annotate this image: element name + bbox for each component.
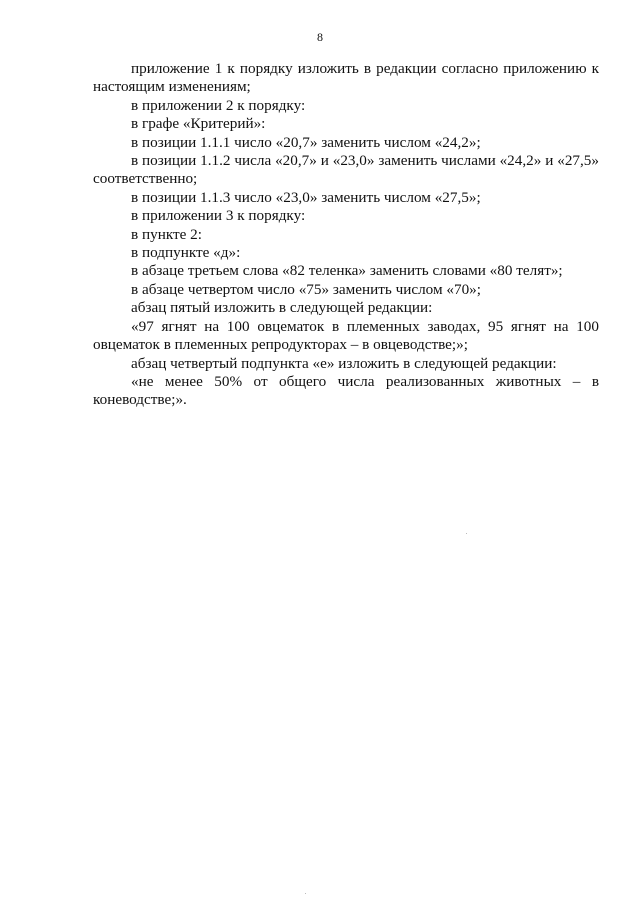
paragraph: абзац четвертый подпункта «е» изложить в следующей редакции: <box>131 354 557 372</box>
paragraph: в позиции 1.1.3 число «23,0» заменить числом «27,5»; <box>131 188 481 206</box>
scan-speck <box>466 533 467 534</box>
paragraph: в позиции 1.1.2 числа «20,7» и «23,0» заменить числами «24,2» и «27,5» соответственно; <box>93 152 599 188</box>
paragraph: в пункте 2: <box>131 225 202 243</box>
paragraph: приложение 1 к порядку изложить в редакции согласно приложению к настоящим изменениям; <box>93 60 599 96</box>
document-body <box>93 60 599 410</box>
paragraph: в абзаце четвертом число «75» заменить числом «70»; <box>131 280 481 298</box>
paragraph: «97 ягнят на 100 овцематок в племенных заводах, 95 ягнят на 100 овцематок в племенных репродукторах – в овцеводстве;»; <box>93 317 599 354</box>
page-number: 8 <box>317 30 323 44</box>
scan-speck <box>305 893 306 894</box>
paragraph: в приложении 2 к порядку: <box>131 96 306 114</box>
paragraph: в абзаце третьем слова «82 теленка» заменить словами «80 телят»; <box>131 262 563 280</box>
paragraph: в приложении 3 к порядку: <box>131 207 306 225</box>
paragraph: в подпункте «д»: <box>131 244 241 262</box>
paragraph: в позиции 1.1.1 число «20,7» заменить числом «24,2»; <box>131 133 481 151</box>
paragraph: «не менее 50% от общего числа реализованных животных – в коневодстве;». <box>93 372 599 409</box>
paragraph: абзац пятый изложить в следующей редакции: <box>131 299 433 317</box>
paragraph: в графе «Критерий»: <box>131 115 266 133</box>
